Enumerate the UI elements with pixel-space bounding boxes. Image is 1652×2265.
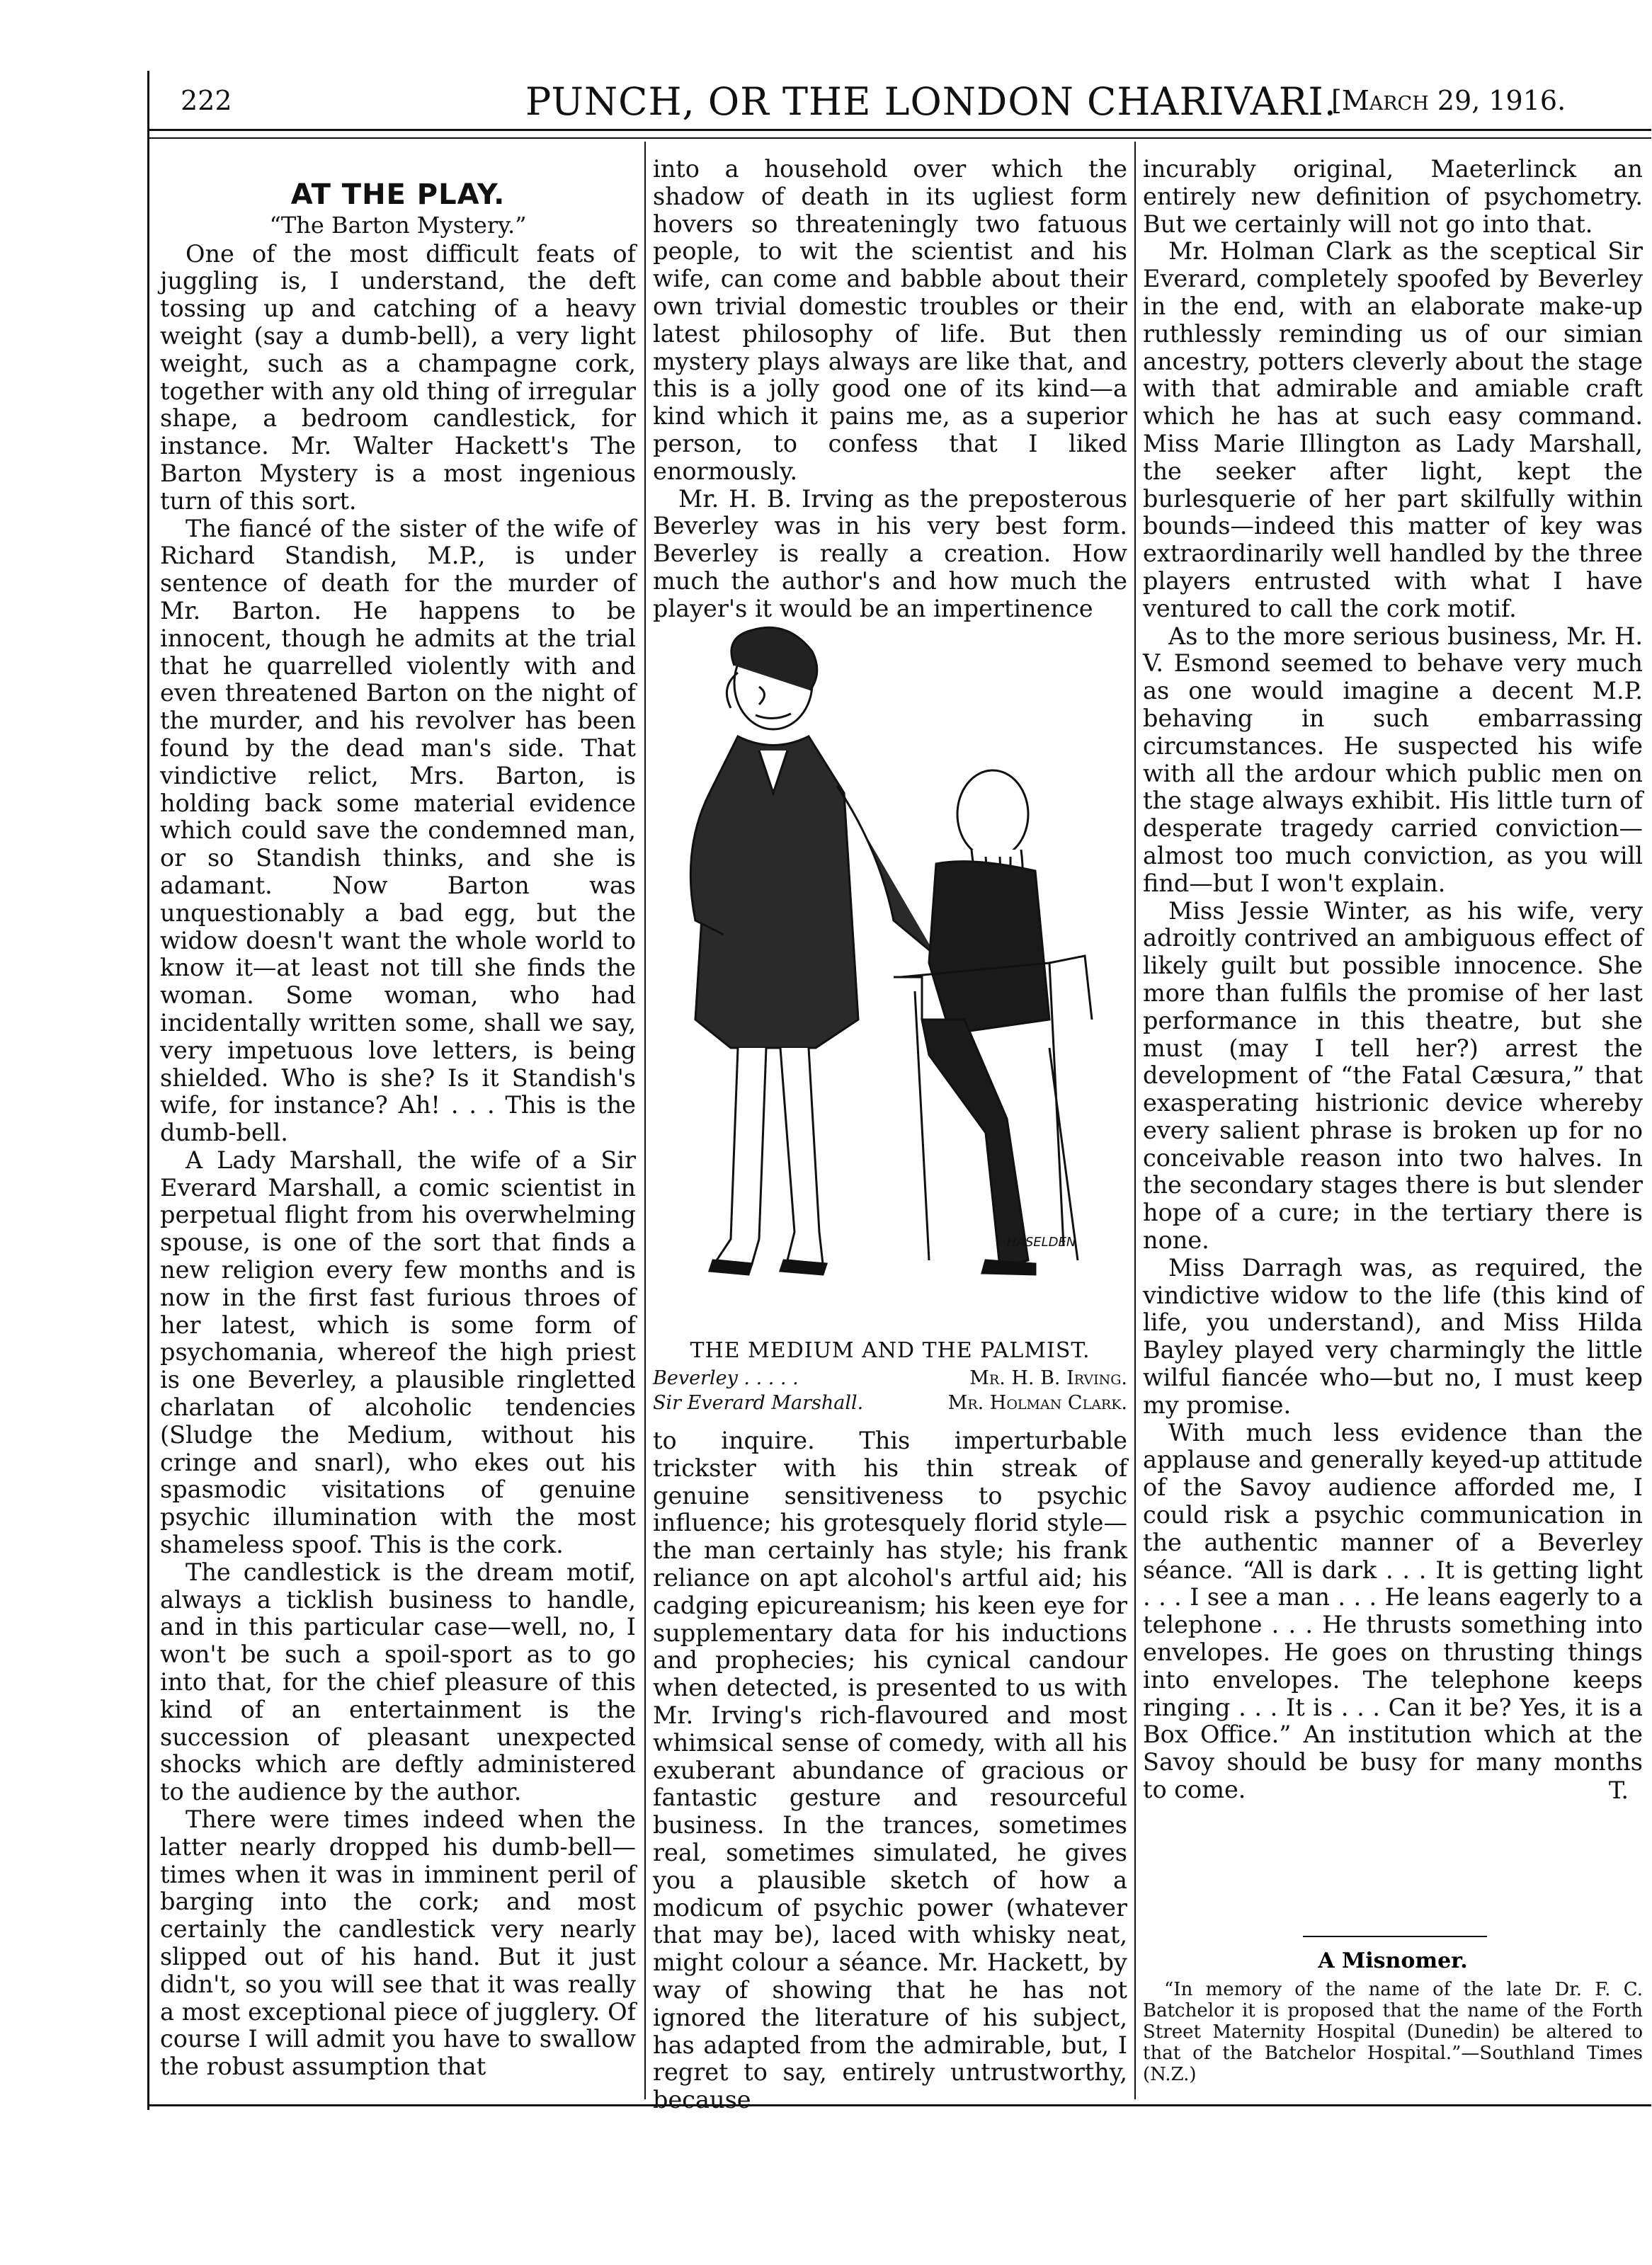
author-initial: T. (1608, 1776, 1629, 1804)
header-rule-bottom (147, 137, 1651, 139)
cast-role: Beverley . . . . . (653, 1367, 799, 1389)
artist-signature: HASELDEN (1007, 1235, 1076, 1250)
paragraph: Miss Darragh was, as required, the vindictive widow to the life (this kind of life, you understand), and Miss Hilda Bayley played very charmingly the little wilful fiancée who—but no, I must keep my promise. (1143, 1253, 1643, 1419)
column-2-top (653, 156, 1127, 623)
paragraph: Miss Jessie Winter, as his wife, very adroitly contrived an ambiguous effect of likely guilt but possible innocence. She more than fulfils the promise of her last performance in this theatre, but she must (may I tell her?) arrest the development of “the Fatal Cæsura,” that exasperating histrionic device whereby every salient phrase is broken up for no conceivable reason into two halves. In the secondary stages there is but slender hope of a cure; in the tertiary there is none. (1143, 896, 1643, 1255)
publication-title: PUNCH, OR THE LONDON CHARIVARI. (525, 79, 1337, 124)
column-divider-2 (1134, 142, 1136, 2099)
illustration-caption (653, 1338, 1127, 1414)
paragraph: Mr. Holman Clark as the sceptical Sir Everard, completely spoofed by Beverley in the end, with an elaborate make-up ruthlessly reminding us of our simian ancestry, potters cleverly about the stage with that admirable and amiable craft which he has at such easy command. Miss Marie Illington as Lady Marshall, the seeker after light, kept the burlesquerie of her part skilfully within bounds—indeed this matter of key was extraordinarily well handled by the three players entrusted with what I have ventured to call the cork motif. (1143, 237, 1643, 622)
sidebar-misnomer (1143, 1949, 1643, 2085)
column-2-bottom (653, 1427, 1127, 2114)
cartoon-illustration (653, 623, 1127, 1303)
cast-actor: Mr. H. B. Irving. (969, 1367, 1127, 1389)
column-3 (1143, 156, 1643, 1805)
column-1 (160, 167, 636, 2081)
paragraph: A Lady Marshall, the wife of a Sir Everard Marshall, a comic scientist in perpetual flight from his overwhelming spouse, is one of the sort that finds a new religion every few months and is now in the first fast furious throes of her latest, which is some form of psychomania, whereof the high priest is one Beverley, a plausible ringletted charlatan of alcoholic tendencies (Sludge the Medium, without his cringe and snarl), who ekes out his spasmodic visitations of genuine psychic illumination with the most shameless spoof. This is the cork. (160, 1146, 636, 1559)
cast-actor: Mr. Holman Clark. (947, 1392, 1127, 1414)
sidebar-rule (1303, 1936, 1487, 1937)
cast-row (653, 1392, 1127, 1414)
issue-date: [March 29, 1916. (1331, 85, 1566, 116)
palmist-seated-figure (894, 770, 1092, 1274)
paragraph: As to the more serious business, Mr. H. V. Esmond seemed to behave very much as one would imagine a decent M.P. behaving in such embarrassing circumstances. He suspected his wife with all the ardour which public men on the stage always exhibit. His little turn of desperate tragedy carried conviction—almost too much conviction, as you will find—but I won't explain. (1143, 622, 1643, 897)
cast-row (653, 1367, 1127, 1389)
page-border-left (147, 71, 149, 2110)
sidebar-title: A Misnomer. (1318, 1949, 1468, 1973)
paragraph: The candlestick is the dream motif, always a ticklish business to handle, and in this particular case—well, no, I won't be such a spoil-sport as to go into that, for the chief pleasure of this kind of an entertainment is the succession of pleasant unexpected shocks which are deftly administered to the audience by the author. (160, 1558, 636, 1806)
paragraph: to inquire. This imperturbable trickster with his thin streak of genuine sensitiveness to psychic influence; his grotesquely florid style—the man certainly has style; his frank reliance on apt alcohol's artful aid; his cadging epicureanism; his keen eye for supplementary data for his inductions and prophecies; his cynical candour when detected, is presented to us with Mr. Irving's rich-flavoured and most whimsical sense of comedy, with all his exuberant abundance of gracious or fantastic gesture and resourceful business. In the trances, sometimes real, sometimes simulated, he gives you a plausible sketch of how a modicum of psychic power (whatever that may be), laced with whisky neat, might colour a séance. Mr. Hackett, by way of showing that he has not ignored the literature of his subject, has adapted from the admirable, but, I regret to say, entirely untrustworthy, because (653, 1427, 1127, 2114)
article-title: AT THE PLAY. (290, 178, 506, 211)
column-divider-1 (644, 142, 646, 2099)
paragraph: into a household over which the shadow of death in its ugliest form hovers so threateningly two fatuous people, to wit the scientist and his wife, can come and babble about their own trivial domestic troubles or their latest philosophy of life. But then mystery plays always are like that, and this is a jolly good one of its kind—a kind which it pains me, as a superior person, to confess that I liked enormously. (653, 155, 1127, 485)
paragraph: incurably original, Maeterlinck an entirely new definition of psychometry. But we certainly will not go into that. (1143, 155, 1643, 238)
cast-role: Sir Everard Marshall. (653, 1392, 864, 1414)
paragraph: With much less evidence than the applause and generally keyed-up attitude of the Savoy audience afforded me, I could risk a psychic communication in the authentic manner of a Beverley séance. “All is dark . . . It is getting light . . . I see a man . . . He leans eagerly to a telephone . . . He thrusts something into envelopes. He goes on thrusting things into envelopes. The telephone keeps ringing . . . It is . . . Can it be? Yes, it is a Box Office.” An institution which at the Savoy should be busy for many months to come. (1143, 1418, 1643, 1804)
header-rule-top (147, 129, 1651, 131)
caption-title: THE MEDIUM AND THE PALMIST. (690, 1338, 1090, 1363)
paragraph: Mr. H. B. Irving as the preposterous Beverley was in his very best form. Beverley is really a creation. How much the author's and how much the player's it would be an impertinence (653, 484, 1127, 622)
sidebar-text: “In memory of the name of the late Dr. F. C. Batchelor it is proposed that the name of the Forth Street Maternity Hospital (Dunedin) be altered to that of the Batchelor Hospital.”—Southland Times (N.Z.) (1143, 1979, 1643, 2085)
paragraph: There were times indeed when the latter nearly dropped his dumb-bell—times when it was in imminent peril of barging into the cork; and most certainly the candlestick very nearly slipped out of his hand. But it just didn't, so you will see that it was really a most exceptional piece of jugglery. Of course I will admit you have to swallow the robust assumption that (160, 1805, 636, 2081)
page-number: 222 (181, 85, 232, 116)
paragraph: The fiancé of the sister of the wife of Richard Standish, M.P., is under sentence of death for the murder of Mr. Barton. He happens to be innocent, though he admits at the trial that he quarrelled violently with and even threatened Barton on the night of the murder, and his revolver has been found by the dead man's side. That vindictive relict, Mrs. Barton, is holding back some material evidence which could save the condemned man, or so Standish thinks, and she is adamant. Now Barton was unquestionably a bad egg, but the widow doesn't want the whole world to know it—at least not till she finds the woman. Some woman, who had incidentally written some, shall we say, very impetuous love letters, is being shielded. Who is she? Is it Standish's wife, for instance? Ah! . . . This is the dumb-bell. (160, 514, 636, 1147)
medium-figure (690, 627, 936, 1274)
paragraph: One of the most difficult feats of juggling is, I understand, the deft tossing up and catching of a heavy weight (say a dumb-bell), a very light weight, such as a champagne cork, together with any old thing of irregular shape, a bedroom candlestick, for instance. Mr. Walter Hackett's The Barton Mystery is a most ingenious turn of this sort. (160, 239, 636, 515)
article-subtitle: “The Barton Mystery.” (269, 211, 527, 239)
